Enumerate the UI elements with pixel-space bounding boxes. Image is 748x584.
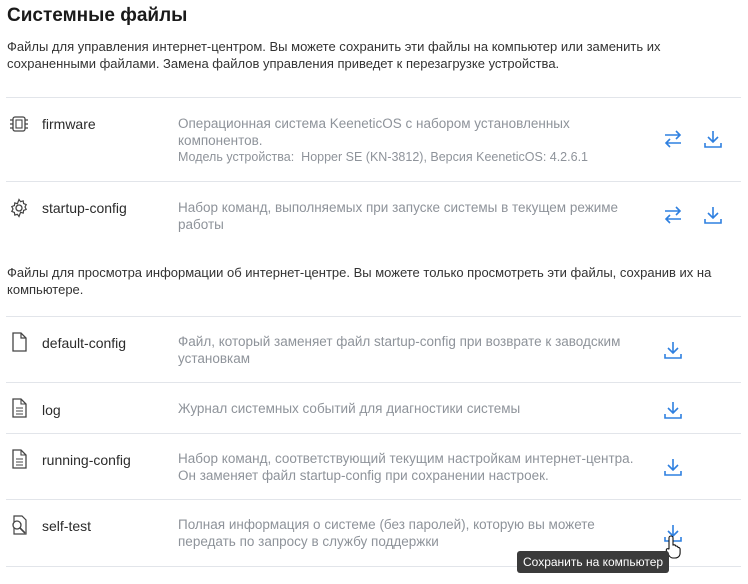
file-name: default-config xyxy=(42,335,127,351)
chip-icon xyxy=(9,113,29,135)
download-button[interactable] xyxy=(702,204,724,226)
page-title: Системные файлы xyxy=(7,5,188,26)
replace-file-button[interactable] xyxy=(662,128,684,150)
file-row-running-config xyxy=(6,433,741,500)
model-value: Hopper SE (KN-3812), Версия KeeneticOS: 4.2.6.1 xyxy=(301,150,588,164)
file-description: Журнал системных событий для диагностики системы xyxy=(178,401,521,416)
document-icon xyxy=(9,397,29,419)
file-description: Набор команд, соответствующий текущим настройкам интернет-центра. Он заменяет файл startup-config при сохранении настроек. xyxy=(178,451,634,483)
gear-icon xyxy=(9,197,29,219)
replace-file-button[interactable] xyxy=(662,204,684,226)
file-description: Файл, который заменяет файл startup-config при возврате к заводским установкам xyxy=(178,334,621,366)
file-name: running-config xyxy=(42,452,131,468)
model-label: Модель устройства: xyxy=(178,150,295,164)
file-name: log xyxy=(42,402,61,418)
search-doc-icon xyxy=(9,514,29,536)
file-name: firmware xyxy=(42,116,96,132)
file-description: Операционная система KeeneticOS с набором установленных компонентов. Модель устройства: Hopper SE (KN-3812), Версия KeeneticOS: 4.2.6.1 xyxy=(178,116,588,164)
file-icon xyxy=(9,331,29,353)
file-name: startup-config xyxy=(42,200,127,216)
file-row-default-config xyxy=(6,316,741,383)
download-button[interactable] xyxy=(702,128,724,150)
download-button[interactable] xyxy=(662,339,684,361)
section-control-description: Файлы для управления интернет-центром. Вы можете сохранить эти файлы на компьютер или заменить их сохраненными файлами. Замена файлов управления приведет к перезагрузке устройства. xyxy=(7,39,661,71)
download-button[interactable] xyxy=(662,399,684,421)
download-button[interactable] xyxy=(662,456,684,478)
file-description: Полная информация о системе (без паролей), которую вы можете передать по запросу в службу поддержки xyxy=(178,517,595,549)
file-row-startup-config xyxy=(6,181,741,249)
file-name: self-test xyxy=(42,518,92,534)
file-description: Набор команд, выполняемых при запуске системы в текущем режиме работы xyxy=(178,200,619,232)
section-view-description: Файлы для просмотра информации об интернет-центре. Вы можете только просмотреть эти файлы, сохранив их на компьютере. xyxy=(7,265,712,297)
document-icon xyxy=(9,448,29,470)
file-row-firmware xyxy=(6,97,741,182)
file-row-log xyxy=(6,382,741,434)
download-tooltip: Сохранить на компьютер xyxy=(517,551,669,573)
